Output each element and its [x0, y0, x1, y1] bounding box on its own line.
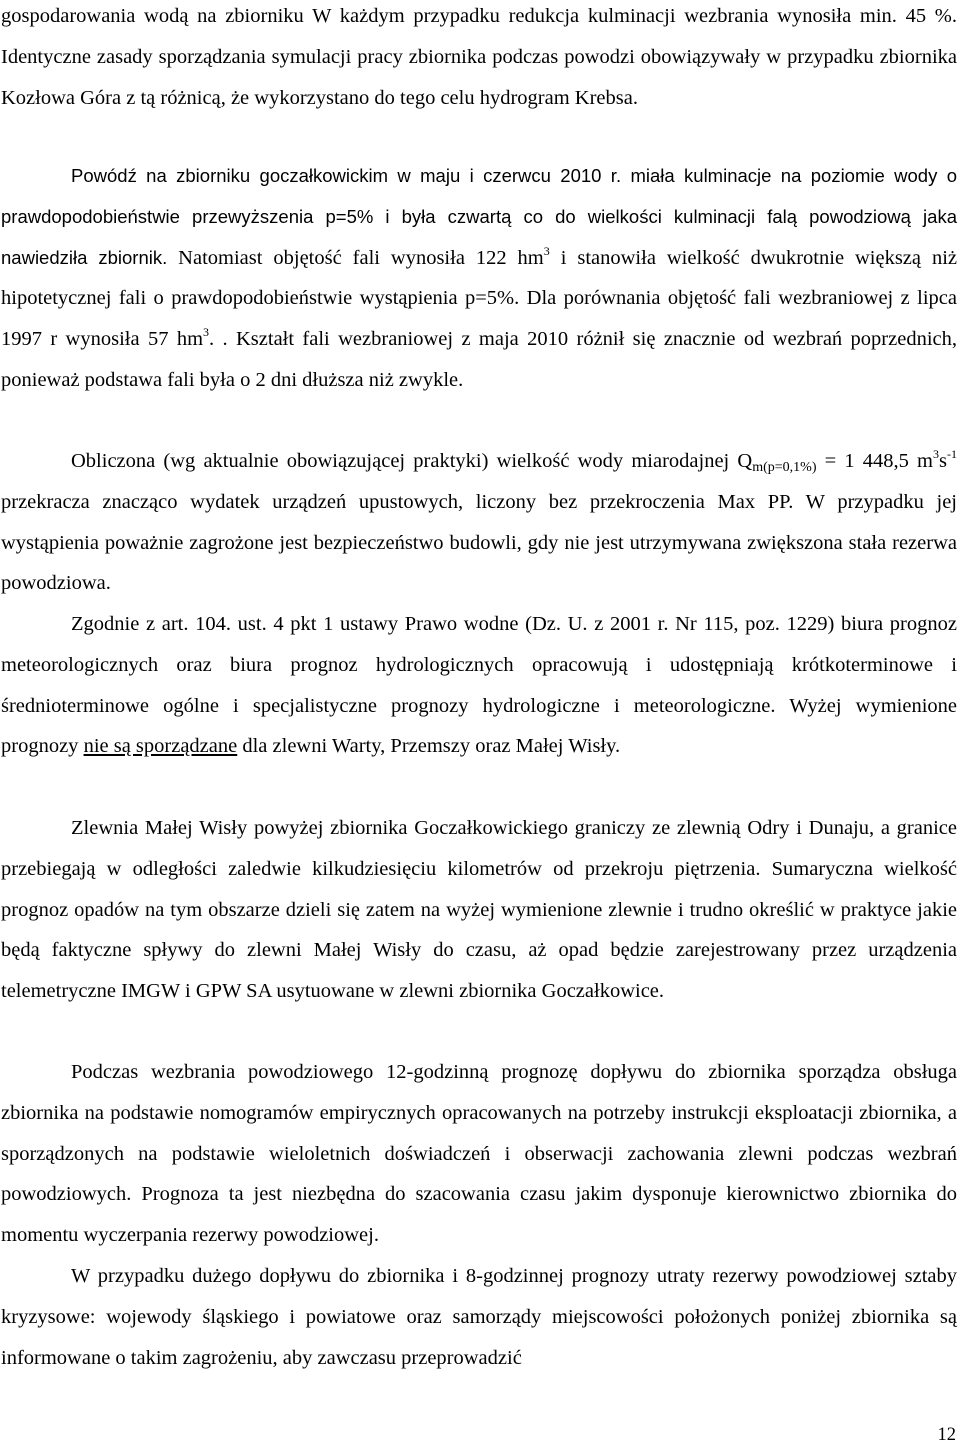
paragraph-2-text-d: . . Kształt fali wezbraniowej z maja 2010 różnił się znacznie od wezbrań poprzednich, ponieważ podstawa fali była o 2 dni dłuższa niż zwykle.	[1, 328, 957, 391]
paragraph-3	[1, 441, 957, 604]
page-number: 12	[937, 1425, 956, 1445]
paragraph-4	[1, 604, 957, 767]
paragraph-2	[1, 156, 957, 401]
paragraph-3-text-c: s	[939, 450, 947, 472]
paragraph-1-text-a: gospodarowania wodą na zbiorniku W każdym przypadku redukcja kulminacji wezbrania wynosiła min. 45 %.	[1, 5, 957, 27]
superscript: -1	[947, 447, 957, 461]
superscript: 3	[203, 325, 210, 340]
paragraph-4-text-a: Zgodnie z art. 104. ust. 4 pkt 1 ustawy Prawo wodne (Dz. U. z 2001 r. Nr 115, poz. 1229) biura prognoz meteorologicznych oraz biura prognoz hydrologicznych opracowują i udostępniają krótkoterminowe i średnioterminowe ogólne i specjalistyczne prognozy hydrologiczne i meteorologiczne. Wyżej wymienione prognozy	[1, 613, 957, 758]
paragraph-7	[1, 1256, 957, 1378]
underlined-phrase: nie są sporządzane	[83, 735, 238, 758]
superscript: 3	[933, 447, 940, 461]
paragraph-2-text-b: Natomiast objętość fali wynosiła 122 hm	[167, 246, 544, 269]
paragraph-3-text-d: przekracza znacząco wydatek urządzeń upustowych, liczony bez przekroczenia Max PP. W przypadku jej wystąpienia poważnie zagrożone jest bezpieczeństwo budowli, gdy nie jest utrzymywana zwiększona stała rezerwa powodziowa.	[1, 490, 957, 595]
paragraph-6	[1, 1052, 957, 1256]
paragraph-5-text: Zlewnia Małej Wisły powyżej zbiornika Goczałkowickiego graniczy ze zlewnią Odry i Dunaju, a granice przebiegają w odległości zaledwie kilkudziesięciu kilometrów od przekroju piętrzenia. Sumaryczna wielkość prognoz opadów na tym obszarze dzieli się zatem na wyżej wymienione zlewnie i trudno określić w praktyce jakie będą faktyczne spływy do zlewni Małej Wisły do czasu, aż opad będzie zarejestrowany przez urządzenia telemetryczne IMGW i GPW SA usytuowane w zlewni zbiornika Goczałkowice.	[1, 817, 957, 1003]
paragraph-2-text-a: Powódź na zbiorniku goczałkowickim w maju i czerwcu 2010 r. miała kulminacje na poziomie wody o prawdopodobieństwie przewyższenia p=5% i była czwartą co do wielkości kulminacji falą powodziową jaka nawiedziła zbiornik.	[1, 165, 957, 268]
paragraph-3-text-b: = 1 448,5 m	[816, 450, 934, 472]
paragraph-2-text-c: i stanowiła wielkość dwukrotnie większą niż hipotetycznej fali o prawdopodobieństwie wystąpienia p=5%. Dla porównania objętość fali wezbraniowej z lipca 1997 r wynosiła 57 hm	[1, 246, 957, 351]
paragraph-3-text-a: Obliczona (wg aktualnie obowiązującej praktyki) wielkość wody miarodajnej Q	[71, 450, 753, 472]
paragraph-5	[1, 808, 957, 1012]
paragraph-1-text-b: Identyczne zasady sporządzania symulacji pracy zbiornika podczas powodzi obowiązywały w przypadku zbiornika Kozłowa Góra z tą różnicą, że wykorzystano do tego celu hydrogram Krebsa.	[1, 45, 957, 109]
paragraph-6-text: Podczas wezbrania powodziowego 12-godzinną prognozę dopływu do zbiornika sporządza obsługa zbiornika na podstawie nomogramów empirycznych opracowanych na potrzeby instrukcji eksploatacji zbiornika, a sporządzonych na podstawie wieloletnich doświadczeń i obserwacji zachowania zlewni podczas wezbrań powodziowych. Prognoza ta jest niezbędna do szacowania czasu jakim dysponuje kierownictwo zbiornika do momentu wyczerpania rezerwy powodziowej.	[1, 1061, 957, 1247]
superscript: 3	[543, 243, 550, 258]
paragraph-1	[1, 0, 957, 118]
paragraph-4-text-b: dla zlewni Warty, Przemszy oraz Małej Wisły.	[237, 735, 621, 758]
paragraph-7-text: W przypadku dużego dopływu do zbiornika i 8-godzinnej prognozy utraty rezerwy powodziowej sztaby kryzysowe: wojewody śląskiego i powiatowe oraz samorządy miejscowości położonych poniżej zbiornika są informowane o takim zagrożeniu, aby zawczasu przeprowadzić	[1, 1265, 957, 1369]
subscript: m(p=0,1%)	[752, 460, 817, 475]
